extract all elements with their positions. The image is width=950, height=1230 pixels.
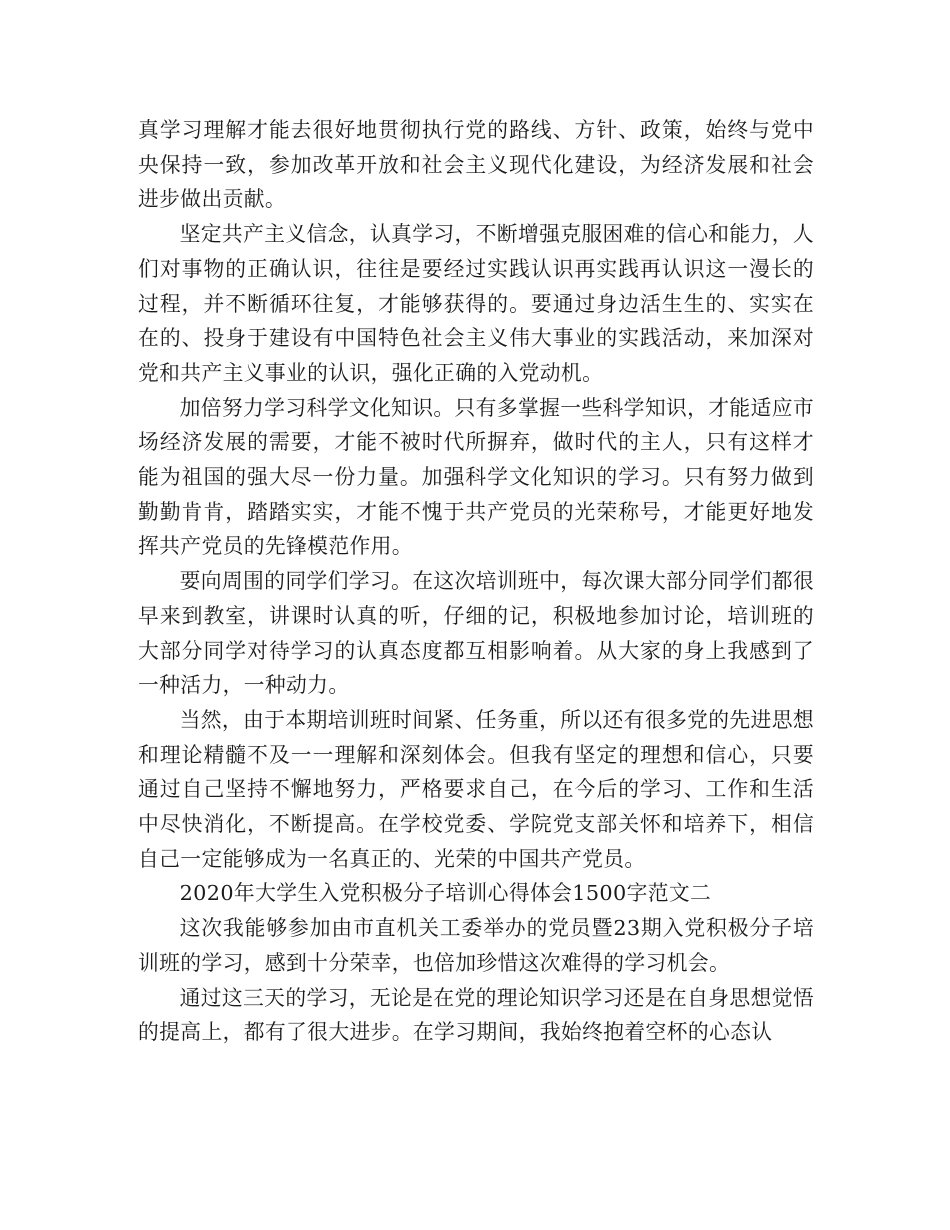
paragraph-conclusion: 当然，由于本期培训班时间紧、任务重，所以还有很多党的先进思想和理论精髓不及一一理解和深刻体会。但我有坚定的理想和信心，只要通过自己坚持不懈地努力，严格要求自己，在今后的学习、工作和生活中尽快消化，不断提高。在学校党委、学院党支部关怀和培养下，相信自己一定能够成为一名真正的、光荣的中国共产党员。 [138, 707, 814, 871]
paragraph-three-days: 通过这三天的学习，无论是在党的理论知识学习还是在自身思想觉悟的提高上，都有了很大进步。在学习期间，我始终抱着空杯的心态认 [138, 985, 814, 1045]
paragraph-communist-belief: 坚定共产主义信念，认真学习，不断增强克服困难的信心和能力，人们对事物的正确认识，往往是要经过实践认识再实践再认识这一漫长的过程，并不断循环往复，才能够获得的。要通过身边活生生的、实实在在的、投身于建设有中国特色社会主义伟大事业的实践活动，来加深对党和共产主义事业的认识，强化正确的入党动机。 [138, 222, 814, 385]
paragraph-science-knowledge: 加倍努力学习科学文化知识。只有多掌握一些科学知识，才能适应市场经济发展的需要，才能不被时代所摒弃，做时代的主人，只有这样才能为祖国的强大尽一份力量。加强科学文化知识的学习。只有努力做到勤勤肯肯，踏踏实实，才能不愧于共产党员的光荣称号，才能更好地发挥共产党员的先锋模范作用。 [138, 395, 814, 559]
paragraph-learn-from-classmates: 要向周围的同学们学习。在这次培训班中，每次课大部分同学们都很早来到教室，讲课时认真的听，仔细的记，积极地参加讨论，培训班的大部分同学对待学习的认真态度都互相影响着。从大家的身上我感到了一种活力，一种动力。 [138, 569, 814, 698]
paragraph-training-intro: 这次我能够参加由市直机关工委举办的党员暨23期入党积极分子培训班的学习，感到十分荣幸，也倍加珍惜这次难得的学习机会。 [138, 916, 814, 975]
document-body [138, 113, 814, 1050]
paragraph-continuation: 真学习理解才能去很好地贯彻执行党的路线、方针、政策，始终与党中央保持一致，参加改革开放和社会主义现代化建设，为经济发展和社会进步做出贡献。 [138, 118, 814, 212]
section-subheading: 2020年大学生入党积极分子培训心得体会1500字范文二 [179, 881, 712, 906]
